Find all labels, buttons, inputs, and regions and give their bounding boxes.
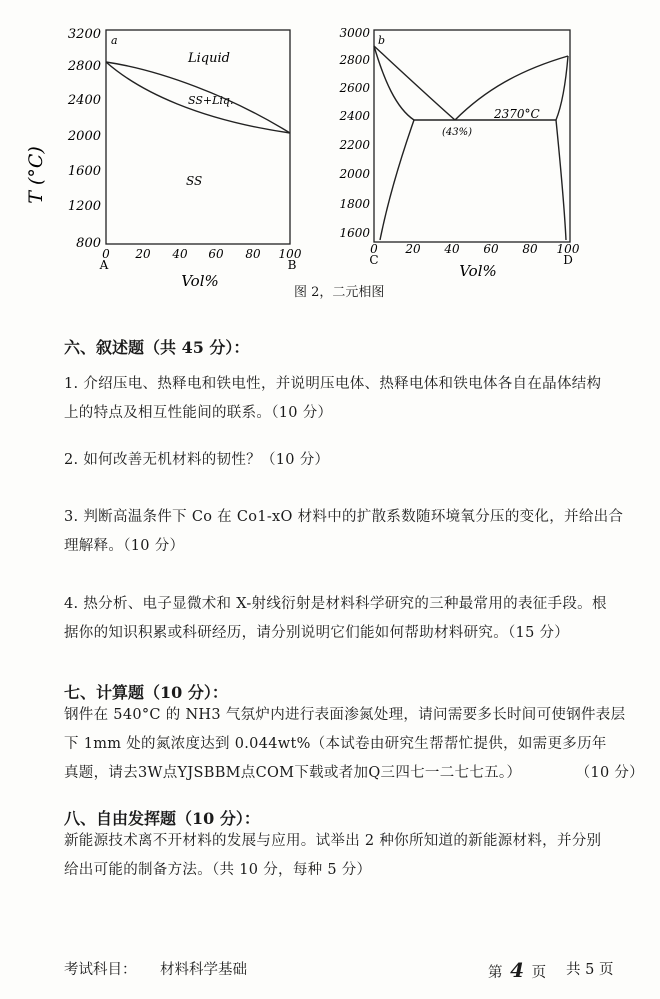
x-tick: 0 [102,247,110,261]
diagram-a-right-end: B [287,258,297,272]
diagram-b-x-label: Vol% [459,262,497,280]
diagram-b-solvus-right [556,120,566,240]
diagram-b-solidus-right [556,56,568,120]
y-tick: 3200 [67,27,101,42]
diagram-b-left-end: C [369,253,379,267]
question-2: 2. 如何改善无机材料的韧性？（10 分） [64,452,330,468]
diagram-a-liquid-label: Liquid [188,51,230,66]
x-tick: 20 [405,242,421,256]
free-question [64,827,644,885]
diagram-b-liquidus-left [374,46,455,120]
y-tick: 2000 [339,167,370,181]
y-tick: 800 [76,236,101,251]
question-4-line-1: 4. 热分析、电子显微术和 X-射线衍射是材料科学研究的三种最常用的表征手段。根 [64,596,607,612]
subject-name: 材料科学基础 [160,962,247,978]
y-tick: 2400 [67,93,101,108]
y-tick: 2000 [67,129,101,144]
page-number: 4 [510,958,525,982]
diagram-b-x-ticks [370,242,580,256]
question-1-line-2: 上的特点及相互性能间的联系。（10 分） [64,405,333,421]
x-tick: 40 [444,242,460,256]
diagram-a-solid-label: SS [186,174,203,188]
diagram-b-solidus-left [374,46,414,120]
free-question-line-1: 新能源技术离不开材料的发展与应用。试举出 2 种你所知道的新能源材料，并分别 [64,833,602,849]
diagram-b-right-end: D [563,253,573,267]
y-tick: 1600 [67,164,101,179]
diagram-a-x-label: Vol% [181,272,219,290]
free-question-line-2: 给出可能的制备方法。（共 10 分，每种 5 分） [64,862,372,878]
y-tick: 1600 [339,226,370,240]
question-1-line-1: 1. 介绍压电、热释电和铁电性，并说明压电体、热释电体和铁电体各自在晶体结构 [64,376,602,392]
y-tick: 2800 [67,59,101,74]
section-6-title: 六、叙述题（共 45 分）： [64,338,250,357]
temperature-axis-label: T (°C) [25,146,47,204]
diagram-a-y-ticks [67,27,101,251]
y-tick: 1800 [339,197,370,211]
calculation-line-3-text: 真题，请去3W点YJSBBM点COM下载或者加Q三四七一二七七五。） [64,765,522,781]
y-tick: 2600 [339,81,370,95]
diagram-b [338,26,579,280]
question-4-line-2: 据你的知识积累或科研经历，请分别说明它们能如何帮助材料研究。（15 分） [64,625,570,641]
x-tick: 100 [556,242,580,256]
diagram-b-y-ticks [338,26,370,240]
calculation-line-3 [64,759,644,788]
diagram-b-eutectic-temp: 2370°C [494,107,540,121]
phase-diagrams-svg [0,0,660,300]
phase-diagram-figure [0,0,660,300]
y-tick: 2200 [339,138,370,152]
page-suffix: 页 [531,965,547,981]
calculation-question [64,701,644,788]
x-tick: 0 [370,242,378,256]
question-1 [64,370,644,428]
x-tick: 80 [522,242,538,256]
diagram-b-panel-letter: b [378,34,386,47]
y-tick: 3000 [339,26,370,40]
page-footer [64,958,634,982]
x-tick: 40 [172,247,188,261]
question-4 [64,590,644,648]
x-tick: 60 [483,242,499,256]
y-tick: 2400 [339,109,370,123]
diagram-b-solvus-left [380,120,414,240]
x-tick: 100 [278,247,302,261]
question-3 [64,503,644,561]
subject-label: 考试科目： [64,962,137,978]
figure-caption: 图 2，二元相图 [294,285,385,300]
y-tick: 1200 [67,199,101,214]
diagram-a [67,27,302,290]
calculation-line-2: 下 1mm 处的氮浓度达到 0.044wt%（本试卷由研究生帮帮忙提供，如需更多历年 [64,736,607,752]
x-tick: 20 [135,247,151,261]
diagram-b-eutectic-comp: (43%) [442,127,473,138]
diagram-a-two-phase-label: SS+Liq. [188,94,234,107]
section-8-title: 八、自由发挥题（10 分）： [64,809,260,828]
question-3-line-2: 理解释。（10 分） [64,538,185,554]
calculation-points: （10 分） [575,765,644,781]
x-tick: 80 [245,247,261,261]
page-prefix: 第 [488,965,503,981]
diagram-a-left-end: A [99,258,109,272]
y-tick: 2800 [339,53,370,67]
page-indicator [488,958,546,982]
page-total: 共 5 页 [566,962,614,978]
x-tick: 60 [208,247,224,261]
diagram-a-panel-letter: a [111,34,118,47]
question-3-line-1: 3. 判断高温条件下 Co 在 Co1-xO 材料中的扩散系数随环境氧分压的变化，并给出合 [64,509,624,525]
calculation-line-1: 钢件在 540°C 的 NH3 气氛炉内进行表面渗氮处理，请问需要多长时间可使钢件表层 [64,707,626,723]
section-7-title: 七、计算题（10 分）： [64,683,228,702]
diagram-a-x-ticks [102,247,302,261]
